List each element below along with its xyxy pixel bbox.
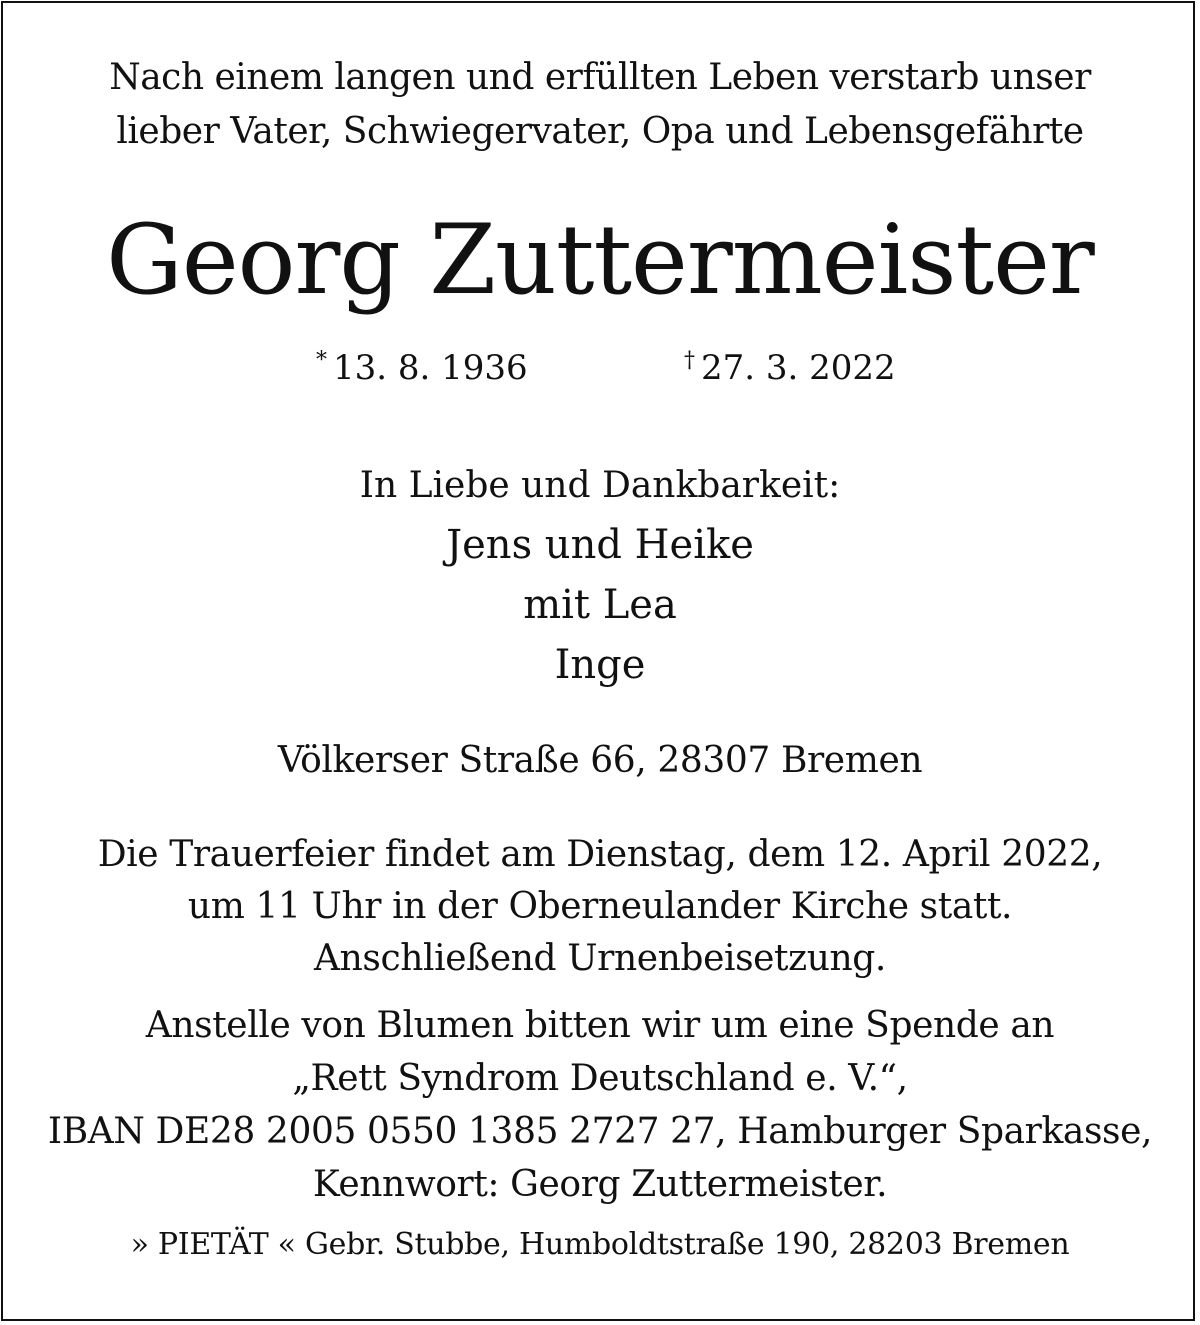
death-date-value: 27. 3. 2022 — [701, 348, 896, 388]
mourners-heading: In Liebe und Dankbarkeit: — [359, 465, 841, 506]
undertaker-info: » PIETÄT « Gebr. Stubbe, Humboldtstraße 190, 28203 Bremen — [130, 1227, 1070, 1262]
mourner-line: mit Lea — [523, 582, 677, 628]
funeral-line: Die Trauerfeier findet am Dienstag, dem 12. April 2022, — [97, 834, 1103, 875]
mourner-line: Jens und Heike — [446, 522, 754, 568]
donation-line: Anstelle von Blumen bitten wir um eine Spende an — [145, 1005, 1055, 1046]
funeral-line: Anschließend Urnenbeisetzung. — [314, 938, 886, 979]
funeral-line: um 11 Uhr in der Oberneulander Kirche statt. — [187, 886, 1013, 927]
intro-line-1: Nach einem langen und erfüllten Leben verstarb unser — [109, 57, 1091, 98]
death-date — [684, 348, 896, 388]
deceased-name: Georg Zuttermeister — [106, 204, 1094, 316]
address: Völkerser Straße 66, 28307 Bremen — [277, 740, 923, 781]
birth-date-value: 13. 8. 1936 — [333, 348, 528, 388]
donation-line: IBAN DE28 2005 0550 1385 2727 27, Hamburger Sparkasse, — [47, 1111, 1153, 1152]
donation-line: „Rett Syndrom Deutschland e. V.“, — [292, 1058, 908, 1099]
intro-line-2: lieber Vater, Schwiegervater, Opa und Lebensgefährte — [116, 111, 1084, 152]
birth-star-icon: * — [316, 348, 327, 373]
mourner-line: Inge — [554, 642, 646, 688]
death-cross-icon: † — [684, 348, 695, 373]
birth-date — [316, 348, 528, 388]
donation-line: Kennwort: Georg Zuttermeister. — [312, 1164, 888, 1205]
